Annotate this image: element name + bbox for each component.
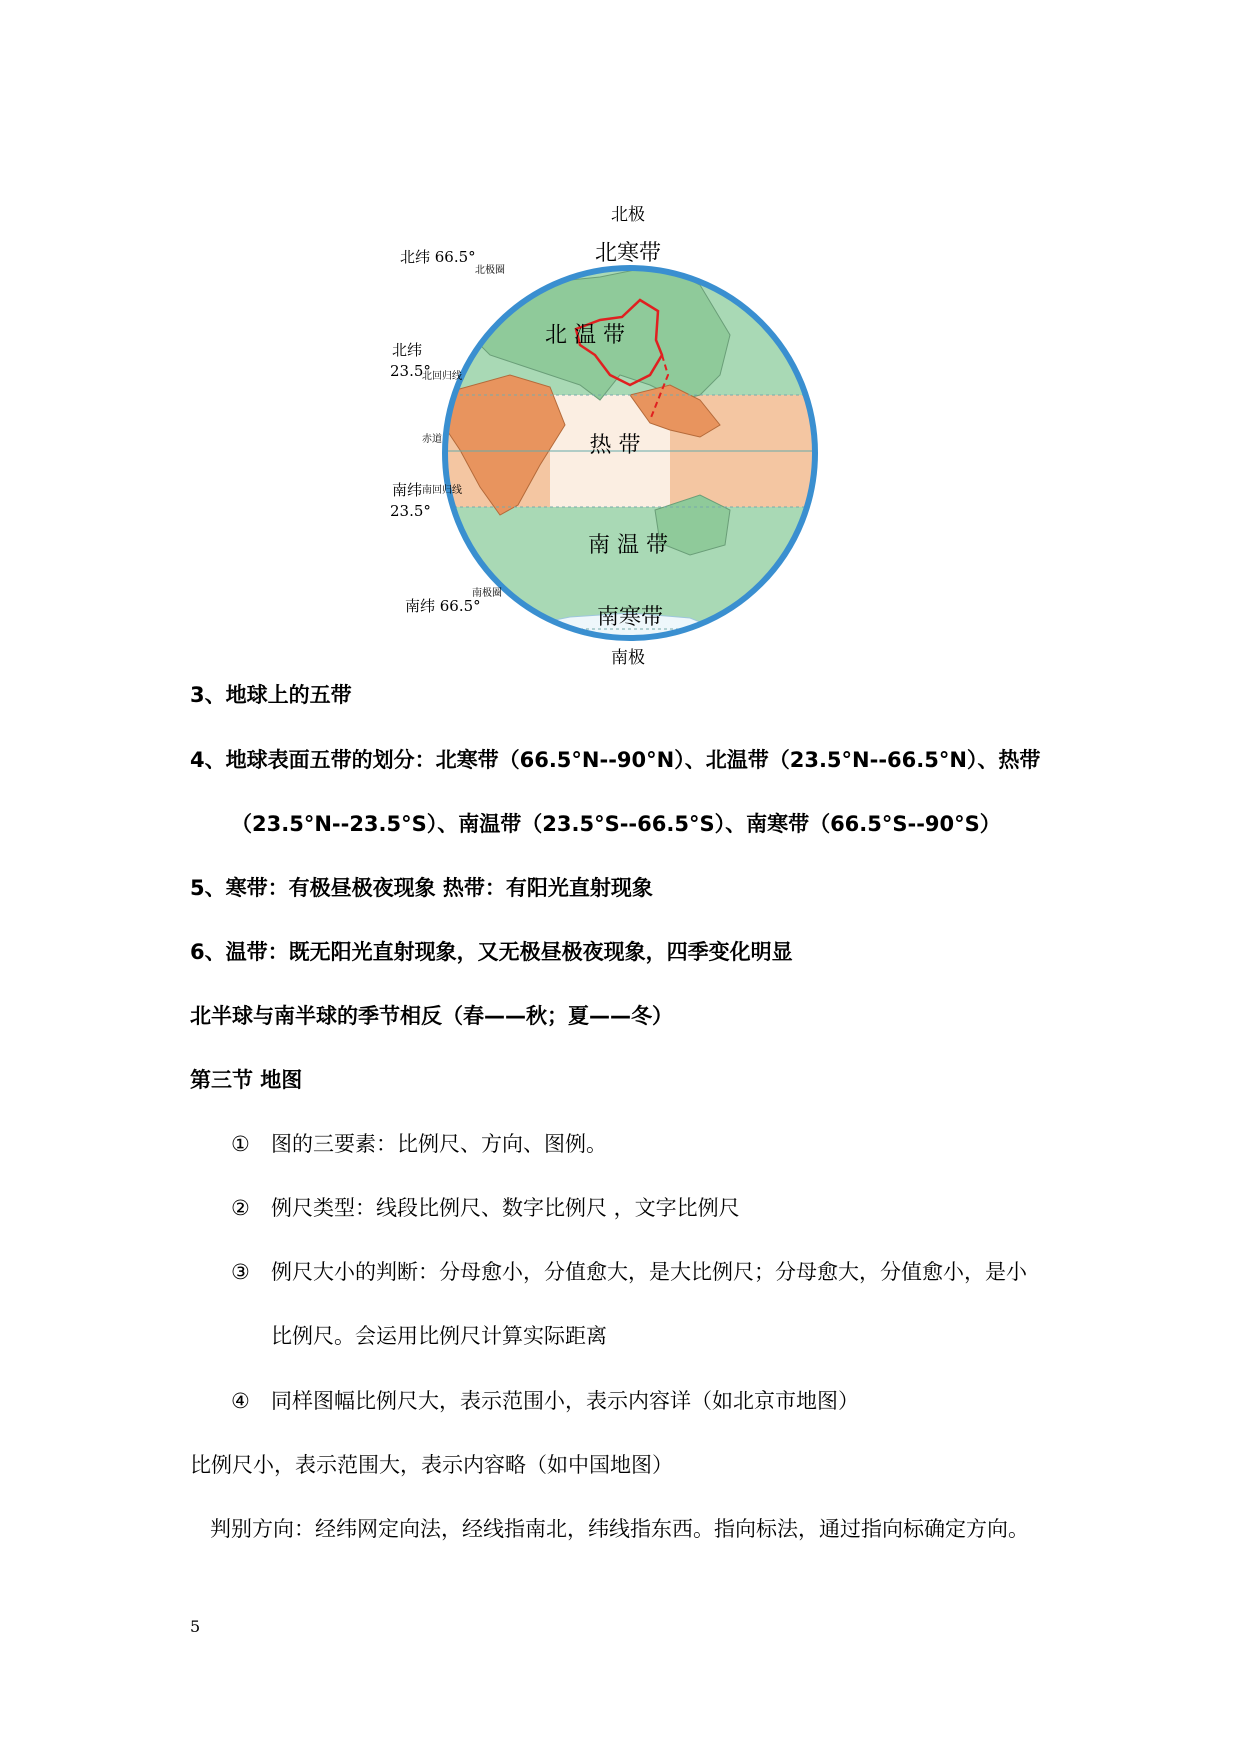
zone-north-temperate-label: 北 温 带: [545, 323, 625, 348]
zone-south-temperate-label: 南 温 带: [588, 533, 668, 558]
line-4-zone-division: 4、地球表面五带的划分：北寒带（66.5°N--90°N）、北温带（23.5°N--66.5°N）、热带: [190, 748, 1041, 772]
arctic-circle-label: 北极圈: [475, 265, 505, 276]
lat-23n-label-1: 北纬: [392, 341, 423, 359]
line-3-five-zones: 3、地球上的五带: [190, 683, 352, 707]
south-pole-label: 南极: [611, 648, 645, 668]
lat-23n-label-2: 23.5°: [390, 362, 431, 380]
lat-66n-label: 北纬 66.5°: [400, 248, 476, 266]
list-item: [231, 1257, 1027, 1287]
line-6-temperate: 6、温带：既无阳光直射现象，又无极昼极夜现象，四季变化明显: [190, 940, 793, 964]
item-number: ②: [231, 1196, 250, 1220]
line-5-frigid-torrid: 5、寒带：有极昼极夜现象 热带：有阳光直射现象: [190, 876, 653, 900]
line-direction-methods: 判别方向：经纬网定向法，经线指南北，纬线指东西。指向标法，通过指向标确定方向。: [210, 1517, 1029, 1541]
list-item: [231, 1129, 607, 1159]
item-text: 例尺类型：线段比例尺、数字比例尺 ，文字比例尺: [271, 1196, 740, 1220]
zone-torrid-label: 热 带: [589, 433, 641, 458]
page-number: 5: [190, 1617, 201, 1636]
zone-south-frigid-label: 南寒带: [596, 605, 664, 630]
item-number: ①: [231, 1132, 250, 1156]
lat-66s-label: 南纬 66.5°: [405, 597, 481, 615]
five-zones-globe-figure: [390, 205, 840, 668]
lat-23s-label-2: 23.5°: [390, 502, 431, 520]
item-number: ③: [231, 1260, 250, 1284]
tropic-capricorn-label: 南回归线: [422, 485, 462, 496]
item-number: ④: [231, 1389, 250, 1413]
line-small-scale: 比例尺小，表示范围大，表示内容略（如中国地图）: [190, 1453, 673, 1477]
antarctic-circle-label: 南极圈: [472, 588, 502, 599]
line-4-zone-division-cont: （23.5°N--23.5°S）、南温带（23.5°S--66.5°S）、南寒带（66.5°S--90°S）: [231, 812, 1001, 836]
zone-north-frigid-label: 北寒带: [594, 241, 662, 266]
list-item: [231, 1386, 859, 1416]
equator-label: 赤道: [422, 434, 442, 445]
list-item: [231, 1193, 740, 1223]
line-seasons-opposite: 北半球与南半球的季节相反（春——秋；夏——冬）: [190, 1004, 673, 1028]
tropic-cancer-label: 北回归线: [422, 371, 462, 382]
item-text: 例尺大小的判断：分母愈小，分值愈大，是大比例尺；分母愈大，分值愈小，是小: [271, 1260, 1027, 1284]
north-pole-label: 北极: [611, 205, 645, 225]
list-item-continuation: 比例尺。会运用比例尺计算实际距离: [271, 1324, 607, 1348]
lat-23s-label-1: 南纬: [392, 481, 423, 499]
item-text: 图的三要素：比例尺、方向、图例。: [271, 1132, 607, 1156]
item-text: 同样图幅比例尺大，表示范围小，表示内容详（如北京市地图）: [271, 1389, 859, 1413]
section-heading-maps: 第三节 地图: [190, 1068, 303, 1092]
